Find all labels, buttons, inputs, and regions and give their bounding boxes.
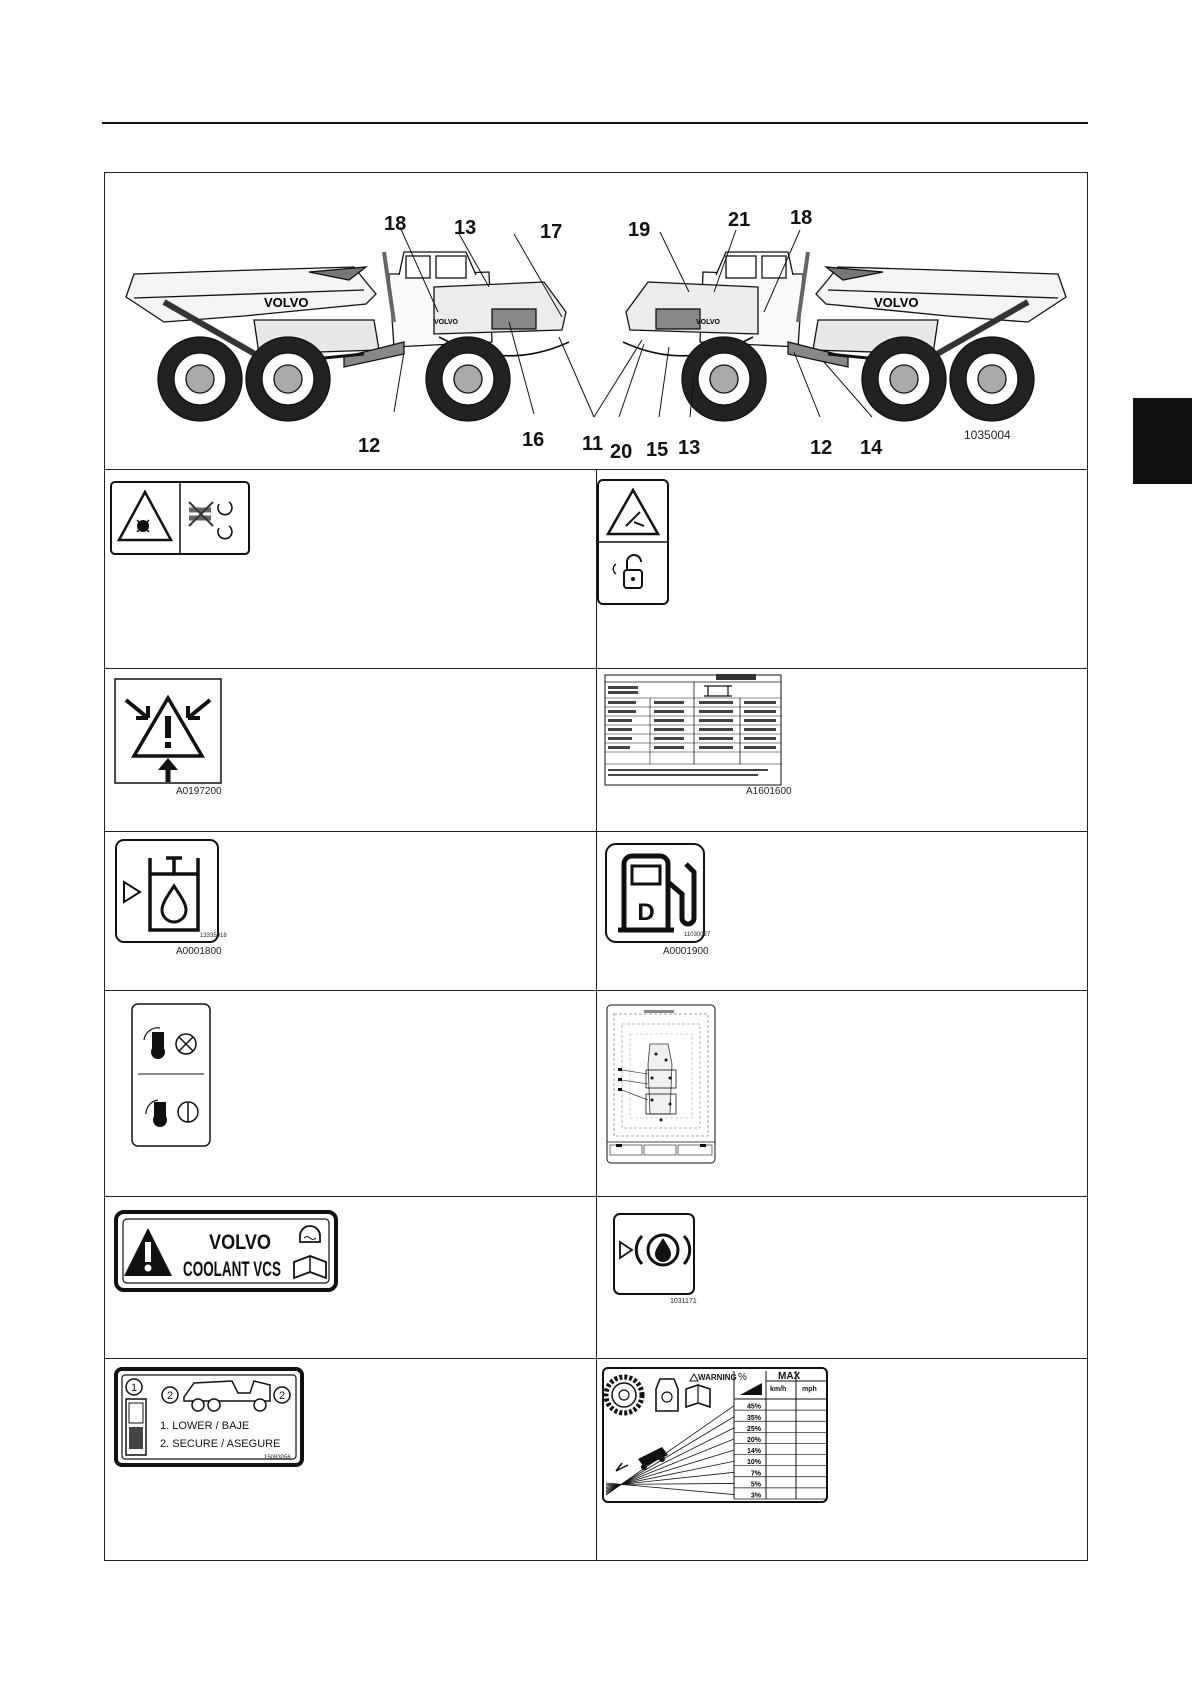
warning-label: WARNING <box>698 1373 737 1382</box>
callout-15: 15 <box>646 439 669 461</box>
decal-coolant <box>114 1210 338 1292</box>
brand-logo-right: VOLVO <box>874 295 919 310</box>
brand-logo-cab-left: VOLVO <box>434 319 458 326</box>
callout-17: 17 <box>540 221 563 243</box>
coolant-label: COOLANT VCS <box>183 1258 281 1281</box>
decal-dump-body <box>114 1367 304 1467</box>
instruction-secure: 2. SECURE / ASEGURE <box>160 1438 281 1450</box>
decal-tyre-pressure-table <box>604 674 782 786</box>
coolant-tank-icon <box>300 1226 320 1242</box>
grade-label: 25% <box>746 1425 761 1433</box>
decal-small-code: 15083056 <box>264 1455 291 1461</box>
grade-label: 7% <box>750 1470 761 1478</box>
grade-label: 45% <box>746 1403 761 1411</box>
callout-12-left: 12 <box>358 435 381 457</box>
callout-11: 11 <box>582 433 604 455</box>
callout-16: 16 <box>522 429 545 451</box>
decal-code: A0001800 <box>176 946 222 957</box>
fuel-letter: D <box>637 899 655 926</box>
decal-lubrication-chart <box>606 1004 716 1164</box>
decal-small-code: 13335918 <box>200 933 227 939</box>
callout-21: 21 <box>728 209 751 231</box>
callout-18-right: 18 <box>790 207 813 229</box>
decal-brake-fluid <box>612 1212 696 1296</box>
grade-label: 10% <box>746 1459 761 1467</box>
section-tab <box>1133 398 1192 484</box>
decal-diesel-fuel <box>604 842 706 944</box>
right-truck <box>623 252 1066 421</box>
decal-hydraulic-oil <box>114 838 220 944</box>
column-divider <box>596 469 597 1561</box>
brand-logo-cab-right: VOLVO <box>696 319 720 326</box>
kmh-header: km/h <box>770 1386 787 1393</box>
brand-logo-left: VOLVO <box>264 295 309 310</box>
step-number-1: 1 <box>130 1382 138 1394</box>
callout-12-right: 12 <box>810 437 833 459</box>
grade-label: 35% <box>746 1414 761 1422</box>
coolant-brand: VOLVO <box>209 1231 271 1254</box>
decal-small-code: 1031171 <box>670 1298 697 1305</box>
callout-13-bottom: 13 <box>678 437 701 459</box>
grade-label: 5% <box>750 1481 761 1489</box>
gear-icon <box>606 1377 642 1413</box>
decal-code: A0197200 <box>176 786 222 797</box>
decal-small-code: 11030027 <box>684 932 711 938</box>
mph-header: mph <box>802 1386 817 1393</box>
max-header: MAX <box>778 1371 801 1382</box>
machine-overview-illustration <box>104 172 1088 469</box>
callout-20: 20 <box>610 441 633 463</box>
step-number-2-left: 2 <box>166 1390 174 1402</box>
callout-13-top: 13 <box>454 217 477 239</box>
callout-19: 19 <box>628 219 651 241</box>
grade-label: 20% <box>746 1437 761 1444</box>
decal-pinch-point-warning <box>114 678 222 784</box>
decal-crush-lock-warning <box>596 478 670 606</box>
callout-18-left: 18 <box>384 213 407 235</box>
instruction-lower: 1. LOWER / BAJE <box>160 1420 250 1432</box>
decal-code: A0001900 <box>663 946 709 957</box>
callout-14: 14 <box>860 437 883 459</box>
decal-grade-speed-warning <box>602 1367 828 1503</box>
percent-header: % <box>738 1372 747 1383</box>
truck-icon <box>184 1381 270 1401</box>
grade-label: 14% <box>746 1448 761 1456</box>
decal-tilt-cab <box>130 1002 212 1148</box>
decal-rotating-parts-warning <box>109 480 251 556</box>
left-truck <box>126 252 569 421</box>
grade-label: 3% <box>750 1492 761 1500</box>
header-rule <box>102 122 1088 124</box>
step-number-2-right: 2 <box>278 1390 286 1402</box>
decal-code: A1601600 <box>746 786 792 797</box>
figure-id: 1035004 <box>964 428 1011 442</box>
